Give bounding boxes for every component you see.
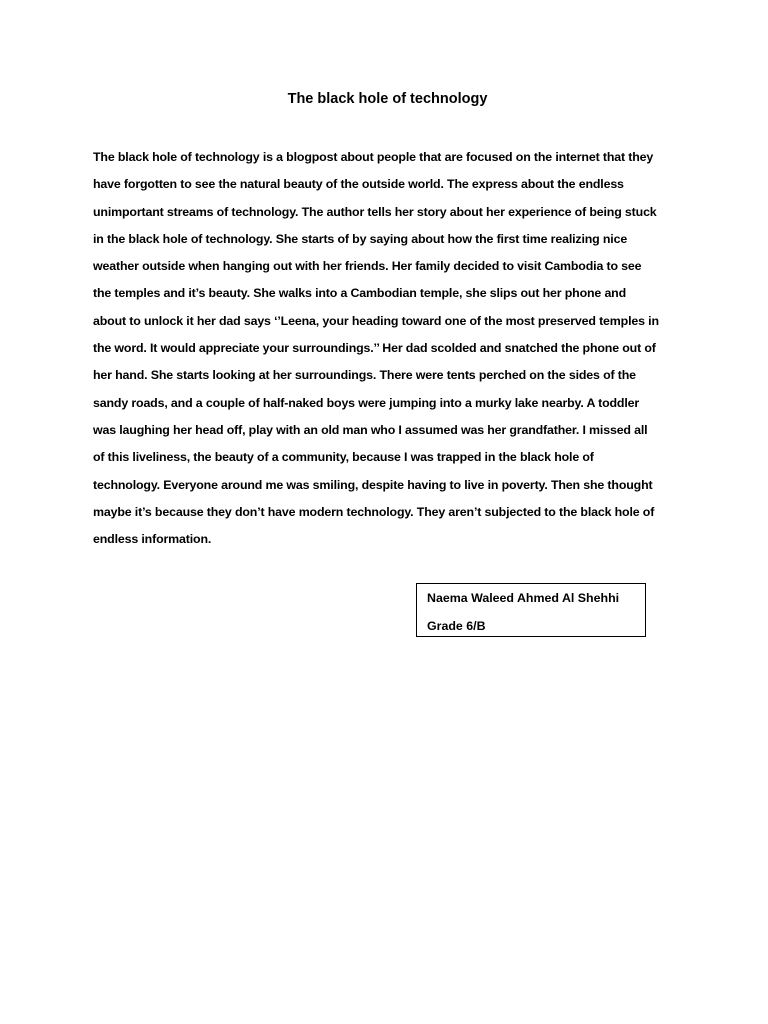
body-line: The black hole of technology is a blogpost about people that are focused on the internet that they xyxy=(93,150,654,164)
body-line: technology. Everyone around me was smiling, despite having to live in poverty. Then she thought xyxy=(93,477,653,492)
body-line: weather outside when hanging out with her friends. Her family decided to visit Cambodia to see xyxy=(93,259,642,274)
body-line: the temples and it’s beauty. She walks into a Cambodian temple, she slips out her phone and xyxy=(93,286,627,301)
body-line: unimportant streams of technology. The author tells her story about her experience of being stuck xyxy=(93,204,657,219)
body-line: of this liveliness, the beauty of a community, because I was trapped in the black hole of xyxy=(93,450,594,465)
body-paragraph xyxy=(93,144,683,553)
body-line: endless information. xyxy=(93,532,212,547)
body-line: the word. It would appreciate your surroundings.’’ Her dad scolded and snatched the phone out of xyxy=(93,341,656,356)
body-line: was laughing her head off, play with an old man who I assumed was her grandfather. I missed all xyxy=(93,422,648,437)
body-line: sandy roads, and a couple of half-naked boys were jumping into a murky lake nearby. A toddler xyxy=(93,395,640,410)
body-line: her hand. She starts looking at her surroundings. There were tents perched on the sides of the xyxy=(93,368,636,383)
author-info-box xyxy=(416,583,646,637)
body-line: have forgotten to see the natural beauty of the outside world. The express about the endless xyxy=(93,177,624,192)
body-line: in the black hole of technology. She starts of by saying about how the first time realizing nice xyxy=(93,231,628,246)
body-line: maybe it’s because they don’t have modern technology. They aren’t subjected to the black hole of xyxy=(93,504,655,519)
body-line: about to unlock it her dad says ‘’Leena, your heading toward one of the most preserved temples in xyxy=(93,313,659,328)
document-title: The black hole of technology xyxy=(287,91,488,107)
author-name: Naema Waleed Ahmed Al Shehhi xyxy=(427,591,620,605)
author-grade: Grade 6/B xyxy=(427,619,486,633)
